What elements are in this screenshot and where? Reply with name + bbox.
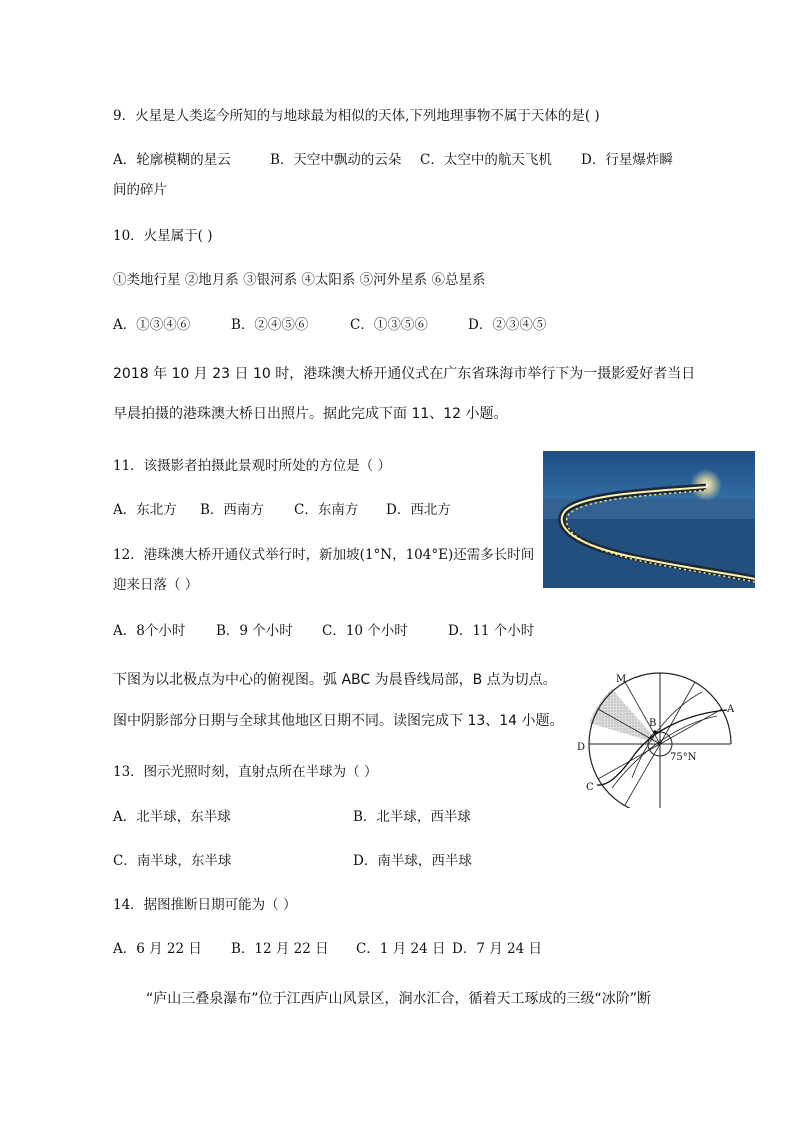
q14-option-d: D．7 月 24 日	[452, 941, 542, 957]
q9-option-d-wrap: 间的碎片	[113, 182, 167, 198]
intro-13-14-line1: 下图为以北极点为中心的俯视图。弧 ABC 为晨昏线局部，B 点为切点。	[113, 672, 557, 688]
q11-stem: 11．该摄影者拍摄此景观时所处的方位是（ ）	[113, 458, 391, 474]
q12-stem-line1: 12．港珠澳大桥开通仪式举行时，新加坡(1°N，104°E)还需多长时间	[113, 547, 535, 563]
q11-option-c: C．东南方	[294, 502, 359, 518]
intro-lushan-line1: “庐山三叠泉瀑布”位于江西庐山风景区，涧水汇合，循着天工琢成的三级“冰阶”断	[146, 991, 652, 1007]
q13-option-a: A．北半球，东半球	[113, 809, 231, 825]
q10-option-c: C．①③⑤⑥	[350, 317, 428, 333]
q12-option-d: D．11 个小时	[448, 623, 535, 639]
q9-stem: 9．火星是人类迄今所知的与地球最为相似的天体,下列地理事物不属于天体的是( )	[113, 108, 600, 124]
q14-option-c: C．1 月 24 日	[356, 941, 446, 957]
intro-13-14-line2: 图中阴影部分日期与全球其他地区日期不同。读图完成下 13、14 小题。	[113, 713, 564, 729]
q10-stem: 10．火星属于( )	[113, 228, 213, 244]
q13-option-b: B．北半球，西半球	[353, 809, 471, 825]
q10-option-a: A．①③④⑥	[113, 317, 191, 333]
label-b: B	[649, 718, 657, 729]
label-m: M	[616, 674, 627, 685]
q12-option-a: A．8个小时	[113, 623, 186, 639]
label-75n: 75°N	[670, 752, 697, 763]
q9-option-b: B．天空中飘动的云朵	[270, 152, 402, 168]
polar-view-diagram	[572, 668, 747, 808]
q12-option-b: B．9 个小时	[216, 623, 293, 639]
q11-option-b: B．西南方	[200, 502, 264, 518]
q14-option-b: B．12 月 22 日	[231, 941, 329, 957]
q12-stem-line2: 迎来日落（ ）	[113, 577, 199, 593]
q11-option-d: D．西北方	[386, 502, 451, 518]
q9-option-c: C．太空中的航天飞机	[420, 152, 552, 168]
q10-option-d: D．②③④⑤	[468, 317, 547, 333]
intro-11-12-line1: 2018 年 10 月 23 日 10 时，港珠澳大桥开通仪式在广东省珠海市举行下为一摄影爱好者当日	[113, 366, 696, 382]
bridge-sunrise-photo	[543, 451, 755, 588]
q9-option-d: D．行星爆炸瞬	[581, 152, 673, 168]
q10-option-b: B．②④⑤⑥	[231, 317, 309, 333]
q13-option-d: D．南半球，西半球	[353, 853, 472, 869]
label-c: C	[586, 782, 594, 793]
intro-11-12-line2: 早晨拍摄的港珠澳大桥日出照片。据此完成下面 11、12 小题。	[113, 406, 508, 422]
q11-option-a: A．东北方	[113, 502, 177, 518]
q10-items: ①类地行星 ②地月系 ③银河系 ④太阳系 ⑤河外星系 ⑥总星系	[113, 272, 486, 288]
q14-option-a: A．6 月 22 日	[113, 941, 202, 957]
label-a: A	[727, 704, 735, 715]
q13-option-c: C．南半球，东半球	[113, 853, 232, 869]
q9-option-a: A．轮廓模糊的星云	[113, 152, 231, 168]
q13-stem: 13．图示光照时刻，直射点所在半球为（ ）	[113, 764, 378, 780]
q12-option-c: C．10 个小时	[322, 623, 408, 639]
q14-stem: 14．据图推断日期可能为（ ）	[113, 897, 297, 913]
label-d: D	[577, 742, 586, 753]
